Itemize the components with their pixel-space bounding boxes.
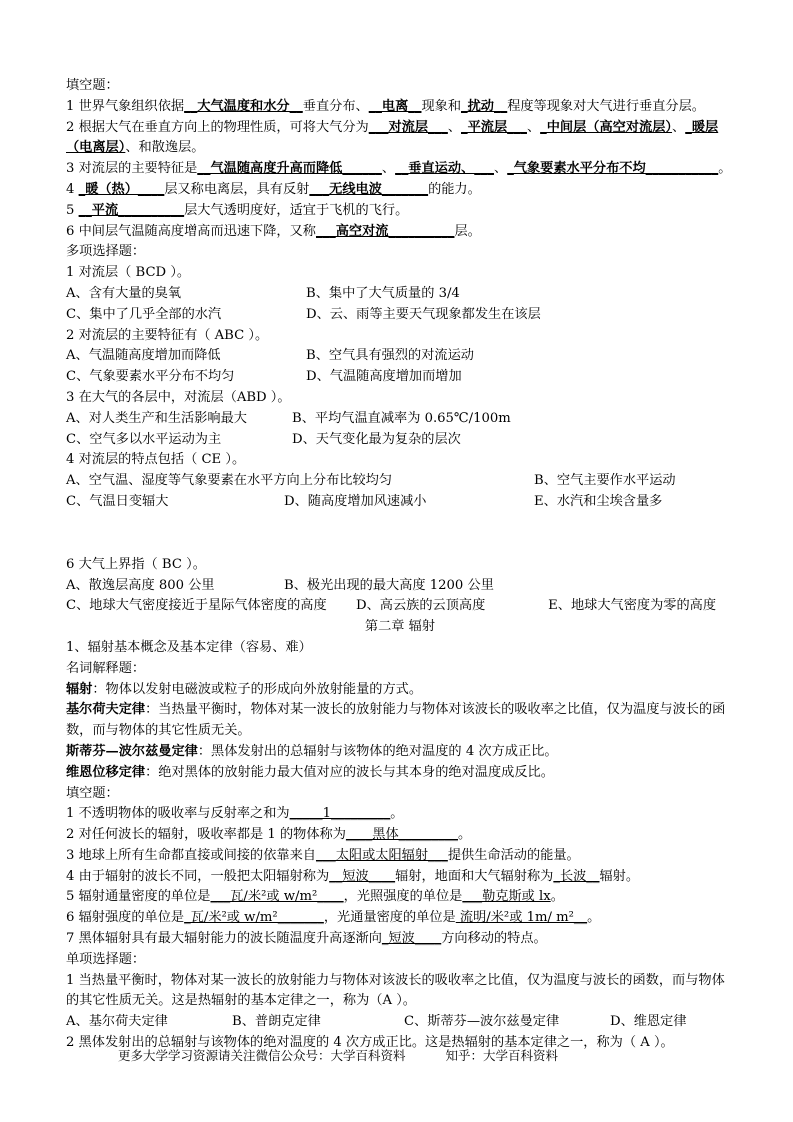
answer: _暖层（电离层） [66,119,719,156]
mc-question-3-options-row2 [66,430,734,451]
option-a: A、散逸层高度 800 公里 [66,577,215,593]
answer: __大气温度和水分__ [184,98,303,114]
section-title-single-choice: 单项选择题： [66,951,146,967]
mc-question-1-stem: 1 对流层（ BCD ）。 [66,265,191,281]
option-a: A、空气温、湿度等气象要素在水平方向上分布比较均匀 [66,473,393,489]
mc-question-2-options-row2 [66,367,734,388]
definition-wien [66,763,734,784]
question-text: 层。 [454,223,481,239]
section-title-fill-blank-2: 填空题： [66,785,119,801]
answer: ___对流层___ [368,119,448,135]
answer: _瓦/米²或 w/m²_______ [184,910,324,926]
option-a: A、基尔荷夫定律 [66,1014,168,1030]
option-a: A、对人类生产和生活影响最大 [66,410,247,426]
answer: __短波____ [329,868,396,884]
option-c: C、斯蒂芬—波尔兹曼定律 [404,1014,560,1030]
question-text: 5 辐射通量密度的单位是 [66,889,211,905]
answer: ____黑体_________ [345,827,459,843]
question-text: ，光照强度的单位是 [343,889,463,905]
document-body [66,76,734,1054]
question-text: 的能力。 [428,181,481,197]
question-text: 提供生命活动的能量。 [447,847,580,863]
question-text: 、和散逸层。 [125,140,205,156]
answer: ___太阳或太阳辐射___ [315,847,448,863]
option-c: C、地球大气密度接近于星际气体密度的高度 [66,598,327,614]
term: 辐射 [66,681,93,697]
question-text: 1 不透明物体的吸收率与反射率之和为 [66,806,290,822]
term: 维恩位移定律 [66,764,146,780]
question-text: 5 [66,202,79,218]
question-text: 。 [458,827,472,843]
definition-text: ：绝对黑体的放射能力最大值对应的波长与其本身的绝对温度成反比。 [145,764,554,780]
chapter-subheading: 1、辐射基本概念及基本定律（容易、难） [66,639,312,655]
answer: ___瓦/米²或 w/m²____ [210,889,344,905]
definition-stefan-boltzmann [66,742,734,763]
question-text: 6 中间层气温随高度增高而迅速下降，又称 [66,223,316,239]
question-text: 、 [526,119,541,135]
term: 基尔荷夫定律 [66,702,146,718]
mc-question-4-options-row1 [66,471,734,492]
question-text: 2 对任何波长的辐射，吸收率都是 1 的物体称为 [66,827,346,843]
answer: _长波__ [553,868,600,884]
fill2-question-4 [66,867,734,888]
fill2-question-2 [66,825,734,846]
sc-question-2-stem: 2 黑体发射出的总辐射与该物体的绝对温度的 4 次方成正比。这是热辐射的基本定律之一，称为（ A ）。 [66,1035,674,1051]
definition-kirchhoff [66,700,734,742]
question-text: 4 由于辐射的波长不同，一般把太阳辐射称为 [66,868,330,884]
question-text: 现象和 [421,98,462,114]
option-a: A、含有大量的臭氧 [66,285,182,301]
fill-question-3 [66,159,734,180]
option-b: B、空气具有强烈的对流运动 [306,348,474,364]
footer-zhihu: 知乎：大学百科资料 [445,1048,559,1063]
option-d: D、随高度增加风速减小 [284,493,427,509]
option-d: D、天气变化最为复杂的层次 [292,431,461,447]
answer: _气象要素水平分布不均___________ [507,161,719,177]
sc-question-1-stem: 1 当热量平衡时，物体对某一波长的放射能力与物体对该波长的吸收率之比值，仅为温度与波长的函数，而与物体的其它性质无关。这是热辐射的基本定律之一，称为（A ）。 [66,972,725,1009]
option-c: C、集中了几乎全部的水汽 [66,306,222,322]
section-title-multiple-choice: 多项选择题： [66,244,146,260]
question-text: 3 对流层的主要特征是 [66,161,198,177]
chapter-heading: 第二章 辐射 [364,619,436,635]
question-text: 、 [447,119,462,135]
option-b: B、普朗克定律 [232,1014,321,1030]
question-text: 、 [494,161,508,177]
option-c: C、气温日变辐大 [66,493,169,509]
option-c: C、气象要素水平分布不均匀 [66,369,235,385]
answer: __气温随高度升高而降低______ [197,161,382,177]
mc-question-4-options-row2 [66,492,734,513]
question-text: 程度等现象对大气进行垂直分层。 [507,98,705,114]
answer: __垂直运动、___ [395,161,494,177]
question-text: 、 [672,119,686,135]
fill2-question-7 [66,929,734,950]
definition-text: ：当热量平衡时，物体对某一波长的放射能力与物体对该波长的吸收率之比值，仅为温度与波长的函数，而与物体的其它性质无关。 [66,702,726,739]
answer: _____1_________ [289,806,391,822]
answer: _扰动__ [461,98,508,114]
option-d: D、高云族的云顶高度 [356,598,486,614]
answer: ___勒克斯或 lx [462,889,551,905]
question-text: 。 [587,910,601,926]
mc-question-6-stem: 6 大气上界指（ BC ）。 [66,556,206,572]
page-footer [118,1046,598,1064]
fill-question-6 [66,222,734,243]
fill-question-2 [66,118,734,160]
mc-question-1-options-row2 [66,305,734,326]
mc-question-4-stem: 4 对流层的特点包括（ CE ）。 [66,452,246,468]
option-e: E、地球大气密度为零的高度 [548,598,717,614]
fill-question-5 [66,201,734,222]
question-text: 6 辐射强度的单位是 [66,910,185,926]
fill2-question-1 [66,804,734,825]
question-text: 1 世界气象组织依据 [66,98,185,114]
fill2-question-5 [66,887,734,908]
answer: _短波____ [381,931,442,947]
spacer [66,513,734,555]
option-b: B、极光出现的最大高度 1200 公里 [284,577,494,593]
mc-question-6-options-row1 [66,576,734,597]
option-b: B、集中了大气质量的 3/4 [306,285,460,301]
mc-question-2-options-row1 [66,346,734,367]
answer: _平流层___ [461,119,527,135]
definition-radiation [66,680,734,701]
fill2-question-3 [66,846,734,867]
sc-question-1-options [66,1012,734,1033]
answer: __平流__________ [78,202,185,218]
question-text: 层又称电离层，具有反射 [164,181,310,197]
answer: _中间层（高空对流层） [540,119,673,135]
fill-question-1 [66,97,734,118]
question-text: 3 地球上所有生命都直接或间接的依靠来自 [66,847,316,863]
question-text: 、 [381,161,396,177]
option-d: D、云、雨等主要天气现象都发生在该层 [306,306,541,322]
term: 斯蒂芬—波尔兹曼定律 [66,743,198,759]
question-text: 辐射，地面和大气辐射称为 [395,868,554,884]
section-title-fill-blank: 填空题： [66,78,119,93]
option-b: B、平均气温直减率为 0.65℃/100m [292,410,511,426]
question-text: 。 [718,161,732,177]
footer-wechat: 更多大学学习资源请关注微信公众号：大学百科资料 [118,1048,406,1063]
option-d: D、维恩定律 [610,1014,687,1030]
question-text: 方向移动的特点。 [441,931,547,947]
option-c: C、空气多以水平运动为主 [66,431,222,447]
option-a: A、气温随高度增加而降低 [66,348,221,364]
question-text: 辐射。 [599,868,640,884]
fill-question-4 [66,180,734,201]
mc-question-3-stem: 3 在大气的各层中，对流层（ABD ）。 [66,389,291,405]
mc-question-6-options-row2 [66,596,734,617]
definition-text: ：黑体发射出的总辐射与该物体的绝对温度的 4 次方成正比。 [197,743,558,759]
answer: ___高空对流__________ [315,223,455,239]
mc-question-3-options-row1 [66,409,734,430]
question-text: 4 [66,181,79,197]
question-text: 。 [550,889,564,905]
mc-question-1-options-row1 [66,284,734,305]
question-text: 7 黑体辐射具有最大辐射能力的波长随温度升高逐渐向 [66,931,382,947]
option-b: B、空气主要作水平运动 [534,473,676,489]
fill2-question-6 [66,908,734,929]
question-text: ，光通量密度的单位是 [323,910,456,926]
answer: __电离__ [368,98,422,114]
option-d: D、气温随高度增加而增加 [306,369,462,385]
answer: _暖（热）____ [78,181,165,197]
mc-question-2-stem: 2 对流层的主要特征有（ ABC ）。 [66,327,269,343]
question-text: 。 [390,806,404,822]
section-title-definitions: 名词解释题： [66,660,146,676]
answer: ___无线电波_______ [309,181,429,197]
option-e: E、水汽和尘埃含量多 [534,493,663,509]
question-text: 2 根据大气在垂直方向上的物理性质，可将大气分为 [66,119,369,135]
answer: 流明/米²或 1m/ m²__ [455,910,588,926]
question-text: 垂直分布、 [302,98,369,114]
definition-text: ：物体以发射电磁波或粒子的形成向外放射能量的方式。 [92,681,423,697]
question-text: 层大气透明度好，适宜于飞机的飞行。 [184,202,409,218]
